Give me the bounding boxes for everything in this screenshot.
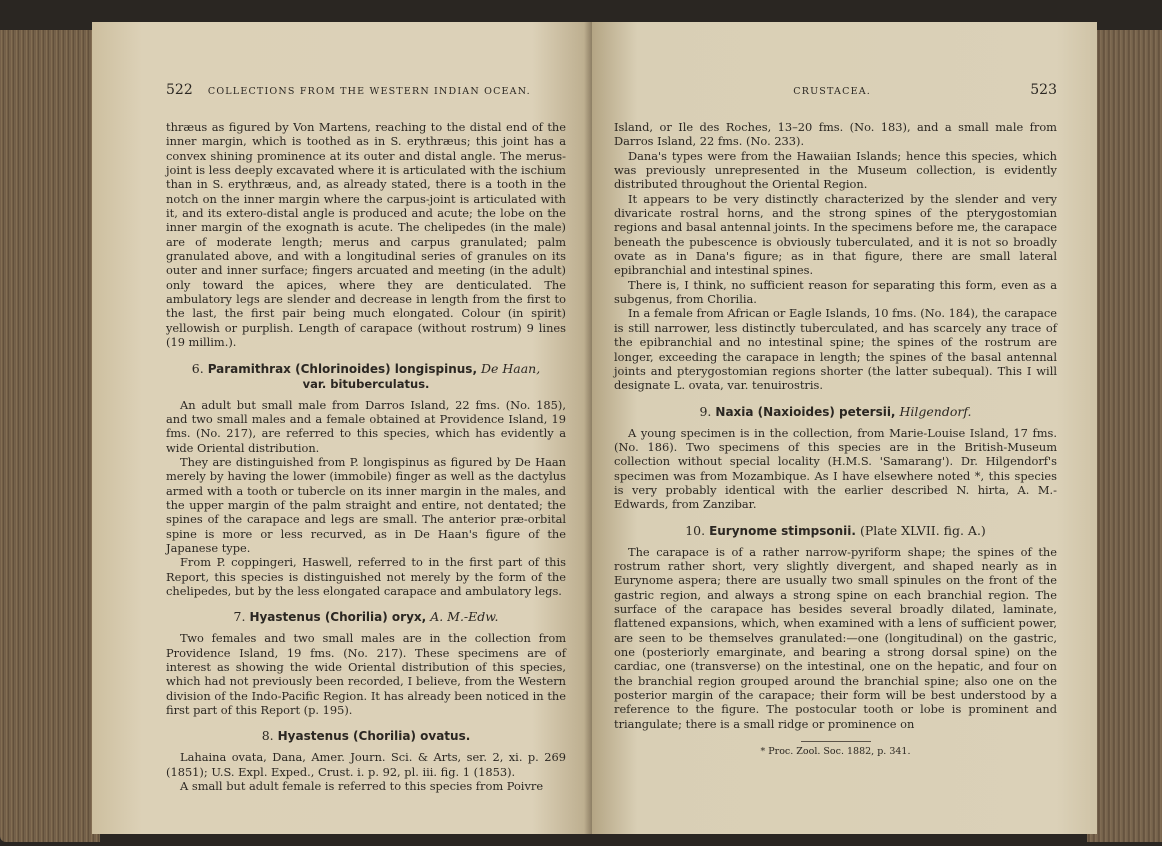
- paragraph: thræus as figured by Von Martens, reaching to the distal end of the inner margin, which is toothed as in S. erythræus; this joint has a convex shining prominence at its outer and distal angle. The merus-joint is less deeply excavated where it is articulated with the ischium than in S. erythræus, and, as already stated, there is a tooth in the notch on the inner margin where the carpus-joint is articulated with it, and its extero-distal angle is produced and acute; the lobe on the inner margin of the exognath is acute. The chelipedes (in the male) are of moderate length; merus and carpus granulated; palm granulated above, and with a longitudinal series of granules on its outer and inner surface; fingers arcuated and meeting (in the adult) only toward the apices, where they are denticulated. The ambulatory legs are slender and decrease in length from the first to the last, the first pair being much elongated. Colour (in spirit) yellowish or purplish. Length of carapace (without rostrum) 9 lines (19 millim.).: [166, 120, 566, 350]
- section-number: 9.: [699, 403, 712, 419]
- paragraph: They are distinguished from P. longispinus as figured by De Haan merely by having the lower (immobile) finger as well as the dactylus armed with a tooth or tubercle on its inner margin in the males, and the upper margin of the palm straight and entire, not dentated; the spines of the carapace and legs are small. The anterior præ-orbital spine is more or less recurved, as in De Haan's figure of the Japanese type.: [166, 454, 566, 555]
- species-name: Naxia (Naxioides) petersii,: [715, 404, 896, 419]
- paragraph: Island, or Ile des Roches, 13–20 fms. (No. 183), and a small male from Darros Island, 22 fms. (No. 233).: [614, 120, 1057, 149]
- section-number: 7.: [233, 609, 246, 625]
- footnote-rule: [801, 741, 871, 742]
- species-name: Hyastenus (Chorilia) oryx,: [249, 610, 427, 625]
- species-author: De Haan,: [480, 360, 541, 376]
- page-edges-left: [0, 30, 100, 842]
- paragraph: It appears to be very distinctly characterized by the slender and very divaricate rostral horns, and the strong spines of the pterygostomian regions and basal antennal joints. In the specimens before me, the carapace beneath the pubescence is obviously tuberculated, and it is not so broadly ovate as in Dana's figure; as in that figure, there are small lateral epibranchial and intestinal spines.: [614, 191, 1057, 278]
- species-name: Eurynome stimpsonii.: [709, 523, 856, 538]
- right-running-title: CRUSTACEA.: [793, 86, 871, 97]
- section-number: 10.: [685, 522, 706, 538]
- paragraph: A young specimen is in the collection, from Marie-Louise Island, 17 fms. (No. 186). Two specimens of this species are in the British-Museum collection without special locality (H.M.S. 'Samarang'). Dr. Hilgendorf's specimen was from Mozambique. As I have elsewhere noted *, this species is very probably identical with the earlier described N. hirta, A. M.-Edwards, from Zanzibar.: [614, 425, 1057, 512]
- paragraph: An adult but small male from Darros Island, 22 fms. (No. 185), and two small males and a female obtained at Providence Island, 19 fms. (No. 217), are referred to this species, which has evidently a wide Oriental distribution.: [166, 397, 566, 455]
- species-author: A. M.-Edw.: [430, 609, 499, 625]
- section-heading-7: [166, 609, 566, 625]
- plate-reference: (Plate XLVII. fig. A.): [859, 522, 986, 538]
- section-heading-6: [166, 361, 566, 392]
- paragraph: Dana's types were from the Hawaiian Islands; hence this species, which was previously unrepresented in the Museum collection, is evidently distributed throughout the Oriental Region.: [614, 148, 1057, 192]
- section-number: 6.: [191, 360, 204, 376]
- left-running-title: COLLECTIONS FROM THE WESTERN INDIAN OCEAN.: [207, 86, 531, 97]
- section-heading-8: [166, 728, 566, 744]
- species-author: Hilgendorf.: [899, 403, 972, 419]
- left-page: [92, 22, 592, 834]
- left-running-head: [166, 82, 566, 100]
- left-page-text: [166, 120, 566, 793]
- footnote: * Proc. Zool. Soc. 1882, p. 341.: [760, 746, 911, 758]
- species-name: Paramithrax (Chlorinoides) longispinus,: [207, 361, 477, 376]
- right-page-number: 523: [1030, 82, 1057, 98]
- section-heading-10: [614, 523, 1057, 539]
- variety-name: var. bituberculatus.: [302, 376, 430, 391]
- paragraph: From P. coppingeri, Haswell, referred to in the first part of this Report, this species is distinguished not merely by the form of the chelipedes, but by the less elongated carapace and ambulatory legs.: [166, 555, 566, 598]
- right-page: [592, 22, 1097, 834]
- page-edges-right: [1087, 30, 1162, 842]
- synonymy: Lahaina ovata, Dana, Amer. Journ. Sci. & Arts, ser. 2, xi. p. 269 (1851); U.S. Expl. Exped., Crust. i. p. 92, pl. iii. fig. 1 (1853).: [166, 750, 566, 779]
- left-page-number: 522: [166, 82, 193, 98]
- right-running-head: [614, 82, 1057, 100]
- right-page-text: [614, 120, 1057, 757]
- section-heading-9: [614, 404, 1057, 420]
- section-number: 8.: [261, 728, 274, 744]
- paragraph: Two females and two small males are in the collection from Providence Island, 19 fms. (No. 217). These specimens are of interest as showing the wide Oriental distribution of this species, which had not previously been recorded, I believe, from the Western division of the Indo-Pacific Region. It has already been noticed in the first part of this Report (p. 195).: [166, 631, 566, 718]
- paragraph: In a female from African or Eagle Islands, 10 fms. (No. 184), the carapace is still narrower, less distinctly tuberculated, and has scarcely any trace of the epibranchial and no intestinal spine; the spines of the rostrum are longer, exceeding the carapace in length; the spines of the basal antennal joints and pterygostomian regions shorter (the latter subequal). This I will designate L. ovata, var. tenuirostris.: [614, 306, 1057, 393]
- paragraph: The carapace is of a rather narrow-pyriform shape; the spines of the rostrum rather short, very slightly divergent, and shaped nearly as in Eurynome aspera; there are usually two small spinules on the front of the gastric region, and always a strong spine on each branchial region. The surface of the carapace has besides several broadly dilated, laminate, flattened expansions, which, when examined with a lens of sufficient power, are seen to be themselves granulated:—one (longitudinal) on the gastric, one (posteriorly emarginate, and bearing a strong dorsal spine) on the cardiac, one (transverse) on the intestinal, one on the hepatic, and four on the branchial region grouped around the branchial spine; also one on the posterior margin of the carapace; their form will be best understood by a reference to the figure. The postocular tooth or lobe is prominent and triangulate; there is a small ridge or prominence on: [614, 544, 1057, 731]
- paragraph: There is, I think, no sufficient reason for separating this form, even as a subgenus, from Chorilia.: [614, 277, 1057, 307]
- species-name: Hyastenus (Chorilia) ovatus.: [277, 729, 471, 744]
- paragraph: A small but adult female is referred to this species from Poivre: [180, 779, 544, 794]
